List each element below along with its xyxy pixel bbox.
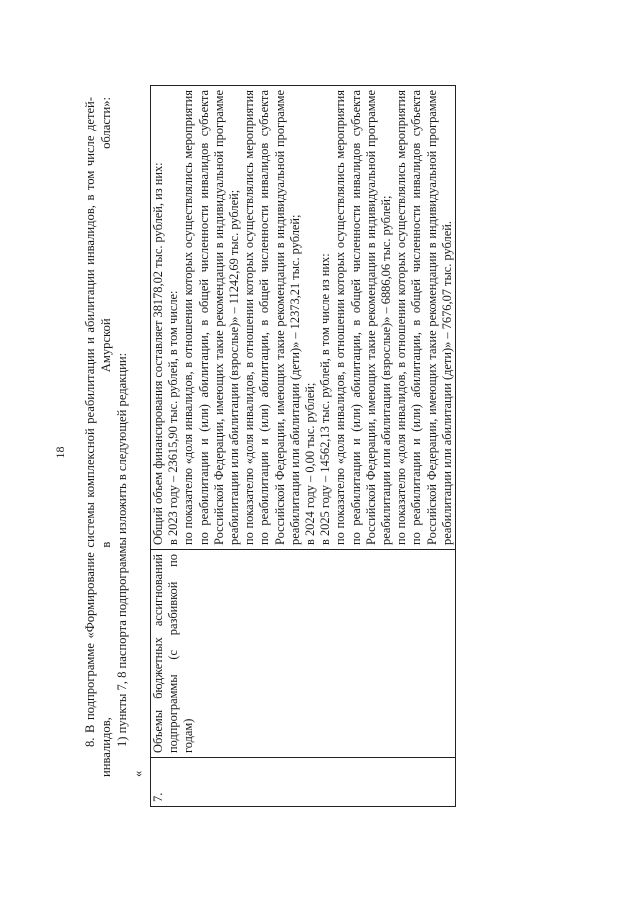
row-value — [151, 86, 456, 550]
row-name: Объемы бюджетных ассигнований подпрограммы (с разбивкой по годам) — [151, 550, 456, 758]
intro-text — [82, 97, 130, 777]
intro-item: 1) пункты 7, 8 паспорта подпрограммы изложить в следующей редакции: — [115, 352, 129, 747]
value-line: по показателю «доля инвалидов, в отношении которых осуществлялись мероприятия по реабилитации и (или) абилитации, в общей численности инвалидов субъекта Российской Федерации, имеющих такие рекомендации в индивидуальной программе реабилитации или абилитации (взрослые)» – 11242,69 тыс. рублей; — [181, 90, 242, 545]
intro-paragraph: 8. В подпрограмме «Формирование системы комплексной реабилитации и абилитации инвалидов, в том числе детей-инвалидов, в Амурской области»: — [83, 97, 113, 777]
value-line: в 2023 году – 23615,90 тыс. рублей, в том числе: — [166, 290, 181, 545]
table-row — [151, 86, 456, 807]
page-number: 18 — [53, 446, 67, 459]
passport-table — [150, 85, 456, 807]
value-line: Общий объем финансирования составляет 38178,02 тыс. рублей, из них: — [151, 162, 165, 545]
value-line: в 2024 году – 0,00 тыс. рублей; — [303, 382, 318, 545]
row-number: 7. — [151, 758, 456, 807]
value-line: по показателю «доля инвалидов, в отношении которых осуществлялись мероприятия по реабилитации и (или) абилитации, в общей численности инвалидов субъекта Российской Федерации, имеющих такие рекомендации в индивидуальной программе реабилитации или абилитации (дети)» – 12373,21 тыс. рублей; — [242, 90, 302, 545]
opening-quote: « — [131, 770, 145, 777]
value-line: по показателю «доля инвалидов, в отношении которых осуществлялись мероприятия по реабилитации и (или) абилитации, в общей численности инвалидов субъекта Российской Федерации, имеющих такие рекомендации в индивидуальной программе реабилитации или абилитации (взрослые)» – 6886,06 тыс. рублей; — [333, 90, 394, 545]
value-line: в 2025 году – 14562,13 тыс. рублей, в том числе из них: — [318, 253, 333, 545]
value-line: по показателю «доля инвалидов, в отношении которых осуществлялись мероприятия по реабилитации и (или) абилитации, в общей численности инвалидов субъекта Российской Федерации, имеющих такие рекомендации в индивидуальной программе реабилитации или абилитации (дети)» – 7676,07 тыс. рублей. — [394, 90, 454, 545]
